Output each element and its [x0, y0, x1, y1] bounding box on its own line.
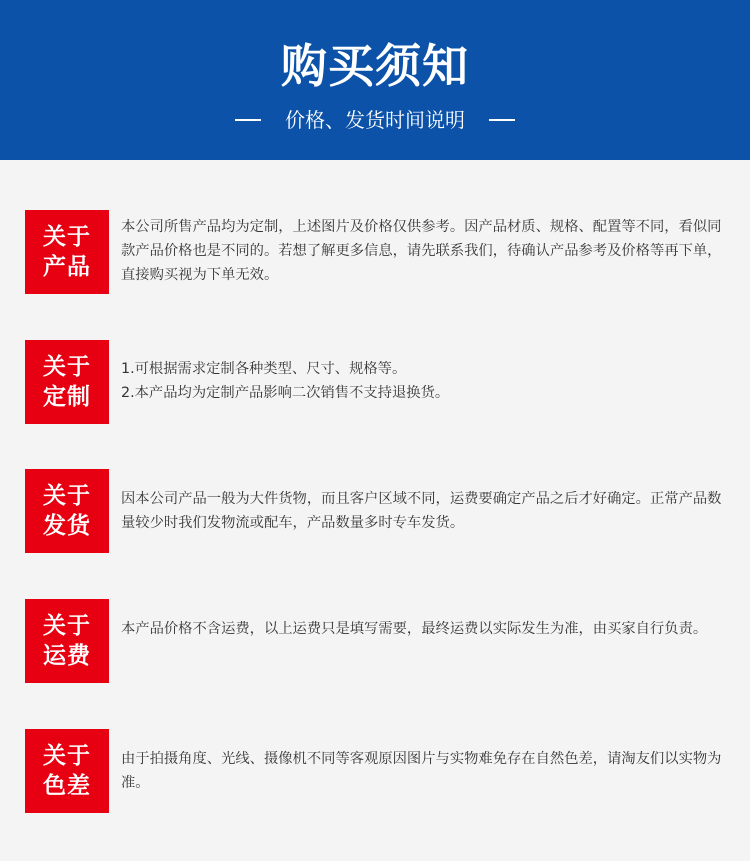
- section-paragraph: 因本公司产品一般为大件货物，而且客户区域不同，运费要确定产品之后才好确定。正常产品数量较少时我们发物流或配车，产品数量多时专车发货。: [121, 491, 722, 531]
- section-about-freight: [25, 599, 725, 683]
- badge-line-1: 关于: [43, 743, 91, 769]
- section-badge: [25, 210, 109, 294]
- section-paragraph: 本产品价格不含运费，以上运费只是填写需要，最终运费以实际发生为准，由买家自行负责。: [121, 621, 708, 637]
- badge-line-2: 色差: [43, 773, 91, 799]
- left-dash-decoration: [235, 119, 261, 121]
- badge-line-1: 关于: [43, 613, 91, 639]
- section-paragraph: 1.可根据需求定制各种类型、尺寸、规格等。: [121, 361, 407, 377]
- page-title: 购买须知: [281, 39, 469, 93]
- badge-line-2: 产品: [43, 254, 91, 280]
- section-badge: [25, 729, 109, 813]
- badge-line-2: 定制: [43, 384, 91, 410]
- section-about-customization: [25, 340, 725, 424]
- badge-line-2: 运费: [43, 643, 91, 669]
- section-text: [121, 215, 725, 287]
- section-paragraph: 2.本产品均为定制产品影响二次销售不支持退换货。: [121, 385, 450, 401]
- section-badge: [25, 599, 109, 683]
- badge-line-1: 关于: [43, 224, 91, 250]
- page-subtitle: 价格、发货时间说明: [285, 108, 465, 132]
- section-text: [121, 487, 725, 535]
- section-paragraph: 由于拍摄角度、光线、摄像机不同等客观原因图片与实物难免存在自然色差，请淘友们以实物为准。: [121, 751, 722, 791]
- badge-line-2: 发货: [43, 513, 91, 539]
- section-about-shipping: [25, 469, 725, 553]
- section-text: [121, 357, 725, 405]
- section-about-product: [25, 210, 725, 294]
- subtitle-row: [0, 105, 750, 135]
- right-dash-decoration: [489, 119, 515, 121]
- section-badge: [25, 469, 109, 553]
- section-paragraph: 本公司所售产品均为定制，上述图片及价格仅供参考。因产品材质、规格、配置等不同，看似同款产品价格也是不同的。若想了解更多信息，请先联系我们，待确认产品参考及价格等再下单，直接购买视为下单无效。: [121, 219, 722, 283]
- badge-line-1: 关于: [43, 354, 91, 380]
- header-banner: [0, 0, 750, 160]
- section-text: [121, 617, 725, 641]
- section-text: [121, 747, 725, 795]
- section-badge: [25, 340, 109, 424]
- badge-line-1: 关于: [43, 483, 91, 509]
- section-about-color-difference: [25, 729, 725, 813]
